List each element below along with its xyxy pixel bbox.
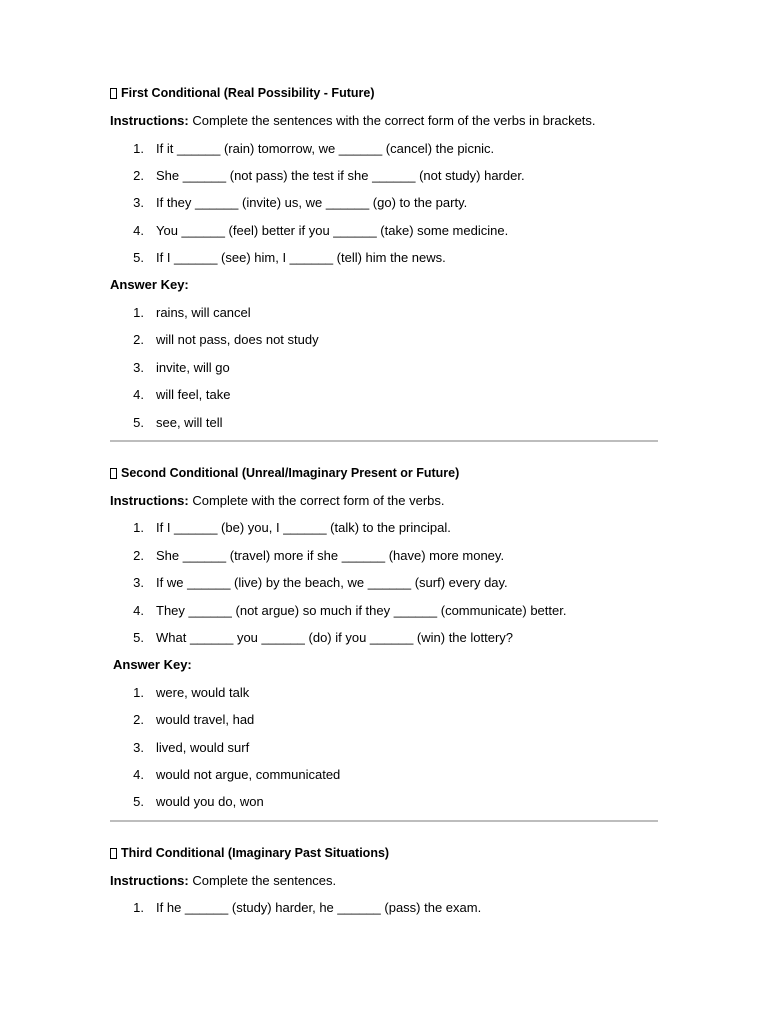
exercise-text: They ______ (not argue) so much if they ______ (communicate) better. [156, 602, 567, 618]
exercise-text: She ______ (travel) more if she ______ (have) more money. [156, 547, 505, 563]
list-number: 1. [133, 900, 144, 916]
horizontal-divider [110, 440, 658, 442]
exercise-list [110, 894, 658, 921]
section-title [110, 80, 658, 107]
list-item [110, 135, 658, 162]
instructions-text: Complete with the correct form of the verbs. [188, 492, 445, 508]
list-number: 3. [133, 575, 144, 591]
section-first-conditional [110, 80, 658, 436]
answer-text: would you do, won [156, 794, 264, 810]
list-number: 1. [133, 140, 144, 156]
list-number: 5. [133, 794, 144, 810]
answer-list [110, 679, 658, 816]
list-item [110, 162, 658, 189]
list-number: 4. [133, 222, 144, 238]
list-item [110, 788, 658, 815]
answer-list [110, 299, 658, 436]
section-title-text: Third Conditional (Imaginary Past Situations) [121, 845, 390, 860]
list-number: 2. [133, 332, 144, 348]
answer-text: will not pass, does not study [156, 332, 319, 348]
list-number: 1. [133, 520, 144, 536]
section-third-conditional [110, 840, 658, 922]
list-number: 1. [133, 304, 144, 320]
section-second-conditional [110, 460, 658, 816]
list-item [110, 597, 658, 624]
exercise-text: If he ______ (study) harder, he ______ (pass) the exam. [156, 900, 482, 916]
instructions-text: Complete the sentences. [188, 872, 337, 888]
list-number: 3. [133, 359, 144, 375]
answer-text: rains, will cancel [156, 304, 251, 320]
instructions [110, 487, 658, 515]
answer-key-heading: Answer Key: [110, 277, 189, 293]
list-item [110, 326, 658, 353]
list-item [110, 244, 658, 271]
horizontal-divider [110, 820, 658, 822]
exercise-text: If I ______ (be) you, I ______ (talk) to the principal. [156, 520, 451, 536]
exercise-text: If we ______ (live) by the beach, we ______ (surf) every day. [156, 575, 508, 591]
exercise-text: If they ______ (invite) us, we ______ (go) to the party. [156, 195, 468, 211]
list-item [110, 734, 658, 761]
missing-glyph-icon [110, 848, 117, 859]
exercise-text: If I ______ (see) him, I ______ (tell) him the news. [156, 250, 446, 266]
answer-text: would not argue, communicated [156, 767, 341, 783]
section-title-text: Second Conditional (Unreal/Imaginary Present or Future) [121, 465, 460, 480]
section-title [110, 460, 658, 487]
list-item [110, 569, 658, 596]
list-item [110, 542, 658, 569]
list-number: 2. [133, 712, 144, 728]
list-number: 5. [133, 250, 144, 266]
exercise-text: If it ______ (rain) tomorrow, we ______ (cancel) the picnic. [156, 140, 495, 156]
section-title [110, 840, 658, 867]
list-number: 1. [133, 684, 144, 700]
missing-glyph-icon [110, 88, 117, 99]
section-title-text: First Conditional (Real Possibility - Future) [121, 86, 375, 100]
list-number: 5. [133, 414, 144, 430]
exercise-text: What ______ you ______ (do) if you ______ (win) the lottery? [156, 629, 514, 645]
answer-text: would travel, had [156, 712, 255, 728]
instructions-label: Instructions: [110, 113, 189, 128]
instructions [110, 867, 658, 895]
answer-text: lived, would surf [156, 739, 250, 755]
list-item [110, 894, 658, 921]
list-item [110, 624, 658, 651]
instructions-text: Complete the sentences with the correct form of the verbs in brackets. [188, 113, 596, 128]
answer-key-heading: Answer Key: [113, 657, 192, 673]
list-item [110, 354, 658, 381]
answer-text: invite, will go [156, 359, 230, 375]
list-number: 4. [133, 602, 144, 618]
list-number: 5. [133, 629, 144, 645]
list-number: 3. [133, 739, 144, 755]
exercise-text: She ______ (not pass) the test if she ______ (not study) harder. [156, 167, 525, 183]
worksheet-page [110, 80, 658, 922]
list-item [110, 299, 658, 326]
exercise-list [110, 514, 658, 651]
list-item [110, 706, 658, 733]
list-number: 4. [133, 767, 144, 783]
answer-text: see, will tell [156, 414, 223, 430]
list-number: 4. [133, 387, 144, 403]
list-number: 2. [133, 547, 144, 563]
list-item [110, 679, 658, 706]
instructions-label: Instructions: [110, 872, 189, 888]
list-number: 3. [133, 195, 144, 211]
missing-glyph-icon [110, 468, 117, 479]
list-item [110, 514, 658, 541]
list-item [110, 409, 658, 436]
list-item [110, 761, 658, 788]
list-number: 2. [133, 167, 144, 183]
instructions [110, 107, 658, 135]
exercise-list [110, 135, 658, 272]
list-item [110, 189, 658, 216]
list-item [110, 381, 658, 408]
exercise-text: You ______ (feel) better if you ______ (take) some medicine. [156, 222, 509, 238]
answer-text: will feel, take [156, 387, 231, 403]
instructions-label: Instructions: [110, 492, 189, 508]
answer-text: were, would talk [156, 684, 250, 700]
list-item [110, 217, 658, 244]
